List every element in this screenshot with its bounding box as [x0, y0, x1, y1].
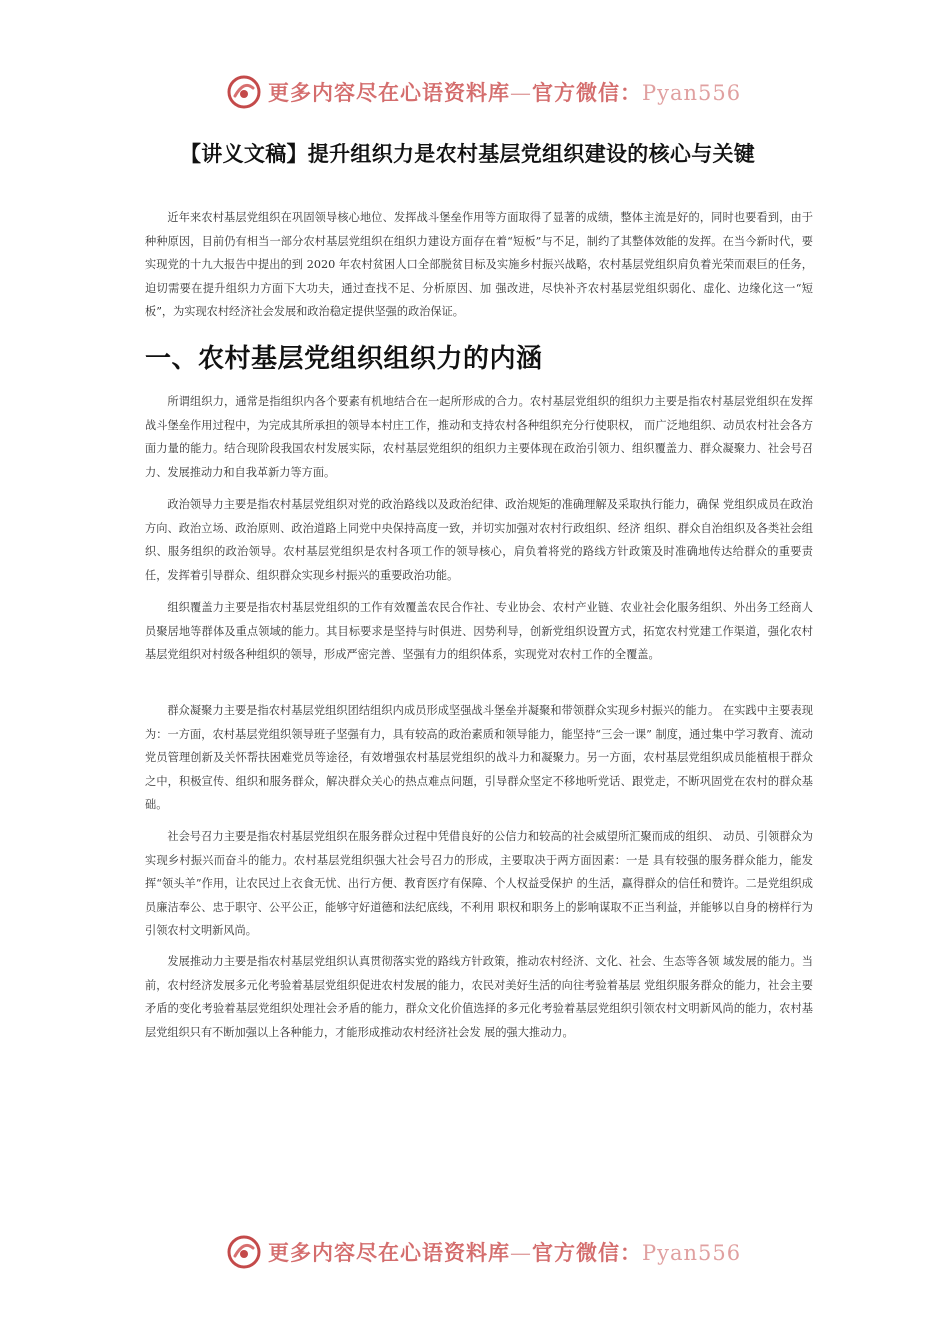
banner-text	[268, 77, 741, 107]
banner-text	[268, 1237, 741, 1267]
banner-suffix: 官方微信：	[532, 80, 642, 105]
body-paragraph: 发展推动力主要是指农村基层党组织认真贯彻落实党的路线方针政策，推动农村经济、文化、社会、生态等各领 域发展的能力。当前，农村经济发展多元化考验着基层党组织促进农村发展的能力，农民对美好生活的向往考验着基层 党组织服务群众的能力，社会主要矛盾的变化考验着基层党组织处理社会矛盾的能力，群众文化价值选择的多元化考验着基层党组织引领农村文明新风尚的能力，农村基层党组织只有不断加强以上各种能力，才能形成推动农村经济社会发 展的强大推动力。	[145, 955, 813, 1039]
banner-dash: —	[510, 81, 532, 105]
footer-banner	[226, 1232, 746, 1272]
logo-icon	[226, 1234, 262, 1270]
body-paragraph: 社会号召力主要是指农村基层党组织在服务群众过程中凭借良好的公信力和较高的社会威望所汇聚而成的组织、 动员、引领群众为实现乡村振兴而奋斗的能力。农村基层党组织强大社会号召力的形成，主要取决于两方面因素：一是 具有较强的服务群众能力，能发挥“领头羊”作用，让农民过上衣食无忧、出行方便、教育医疗有保障、个人权益受保护 的生活，赢得群众的信任和赞许。二是党组织成员廉洁奉公、忠于职守、公平公正，能够守好道德和法纪底线，不利用 职权和职务上的影响谋取不正当利益，并能够以自身的榜样行为引领农村文明新风尚。	[145, 830, 813, 937]
header-banner	[226, 72, 746, 112]
banner-prefix: 更多内容尽在心语资料库	[268, 80, 510, 105]
banner-wechat: Pyan556	[642, 1241, 742, 1265]
body-paragraph: 群众凝聚力主要是指农村基层党组织团结组织内成员形成坚强战斗堡垒并凝聚和带领群众实现乡村振兴的能力。 在实践中主要表现为：一方面，农村基层党组织领导班子坚强有力，具有较高的政治素质和领导能力，能坚持“三会一课” 制度，通过集中学习教育、流动党员管理创新及关怀帮扶困难党员等途径，有效增强农村基层党组织的战斗力和凝聚力。另一方面，农村基层党组织成员能植根于群众之中，积极宣传、组织和服务群众，解决群众关心的热点难点问题，引导群众坚定不移地听党话、跟党走，不断巩固党在农村的群众基础。	[145, 704, 813, 811]
banner-suffix: 官方微信：	[532, 1240, 642, 1265]
logo-icon	[226, 74, 262, 110]
document-title: 【讲义文稿】提升组织力是农村基层党组织建设的核心与关键	[180, 142, 756, 166]
body-paragraph: 政治领导力主要是指农村基层党组织对党的政治路线以及政治纪律、政治规矩的准确理解及采取执行能力，确保 党组织成员在政治方向、政治立场、政治原则、政治道路上同党中央保持高度一致，并切实加强对农村行政组织、经济 组织、群众自治组织及各类社会组织、服务组织的政治领导。农村基层党组织是农村各项工作的领导核心，肩负着将党的路线方针政策及时准确地传达给群众的重要责任，发挥着引导群众、组织群众实现乡村振兴的重要政治功能。	[145, 498, 813, 582]
intro-paragraph: 近年来农村基层党组织在巩固领导核心地位、发挥战斗堡垒作用等方面取得了显著的成绩，整体主流是好的，同时也要看到，由于种种原因，目前仍有相当一部分农村基层党组织在组织力建设方面存在着“短板”与不足，制约了其整体效能的发挥。在当今新时代，要实现党的十九大报告中提出的到 2020 年农村贫困人口全部脱贫目标及实施乡村振兴战略，农村基层党组织肩负着光荣而艰巨的任务，迫切需要在提升组织力方面下大功夫，通过查找不足、分析原因、加 强改进，尽快补齐农村基层党组织弱化、虚化、边缘化这一“短板”，为实现农村经济社会发展和政治稳定提供坚强的政治保证。	[145, 211, 813, 318]
section-heading: 一、农村基层党组织组织力的内涵	[145, 344, 543, 374]
banner-prefix: 更多内容尽在心语资料库	[268, 1240, 510, 1265]
body-paragraph: 所谓组织力，通常是指组织内各个要素有机地结合在一起所形成的合力。农村基层党组织的组织力主要是指农村基层党组织在发挥战斗堡垒作用过程中，为完成其所承担的领导本村庄工作，推动和支持农村各种组织充分行使职权， 而广泛地组织、动员农村社会各方面力量的能力。结合现阶段我国农村发展实际，农村基层党组织的组织力主要体现在政治引领力、组织覆盖力、群众凝聚力、社会号召力、发展推动力和自我革新力等方面。	[145, 395, 813, 479]
banner-wechat: Pyan556	[642, 81, 742, 105]
banner-dash: —	[510, 1241, 532, 1265]
body-paragraph: 组织覆盖力主要是指农村基层党组织的工作有效覆盖农民合作社、专业协会、农村产业链、农业社会化服务组织、外出务工经商人员聚居地等群体及重点领域的能力。其目标要求是坚持与时俱进、因势利导，创新党组织设置方式，拓宽农村党建工作渠道，强化农村基层党组织对村级各种组织的领导，形成严密完善、坚强有力的组织体系，实现党对农村工作的全覆盖。	[145, 601, 813, 661]
